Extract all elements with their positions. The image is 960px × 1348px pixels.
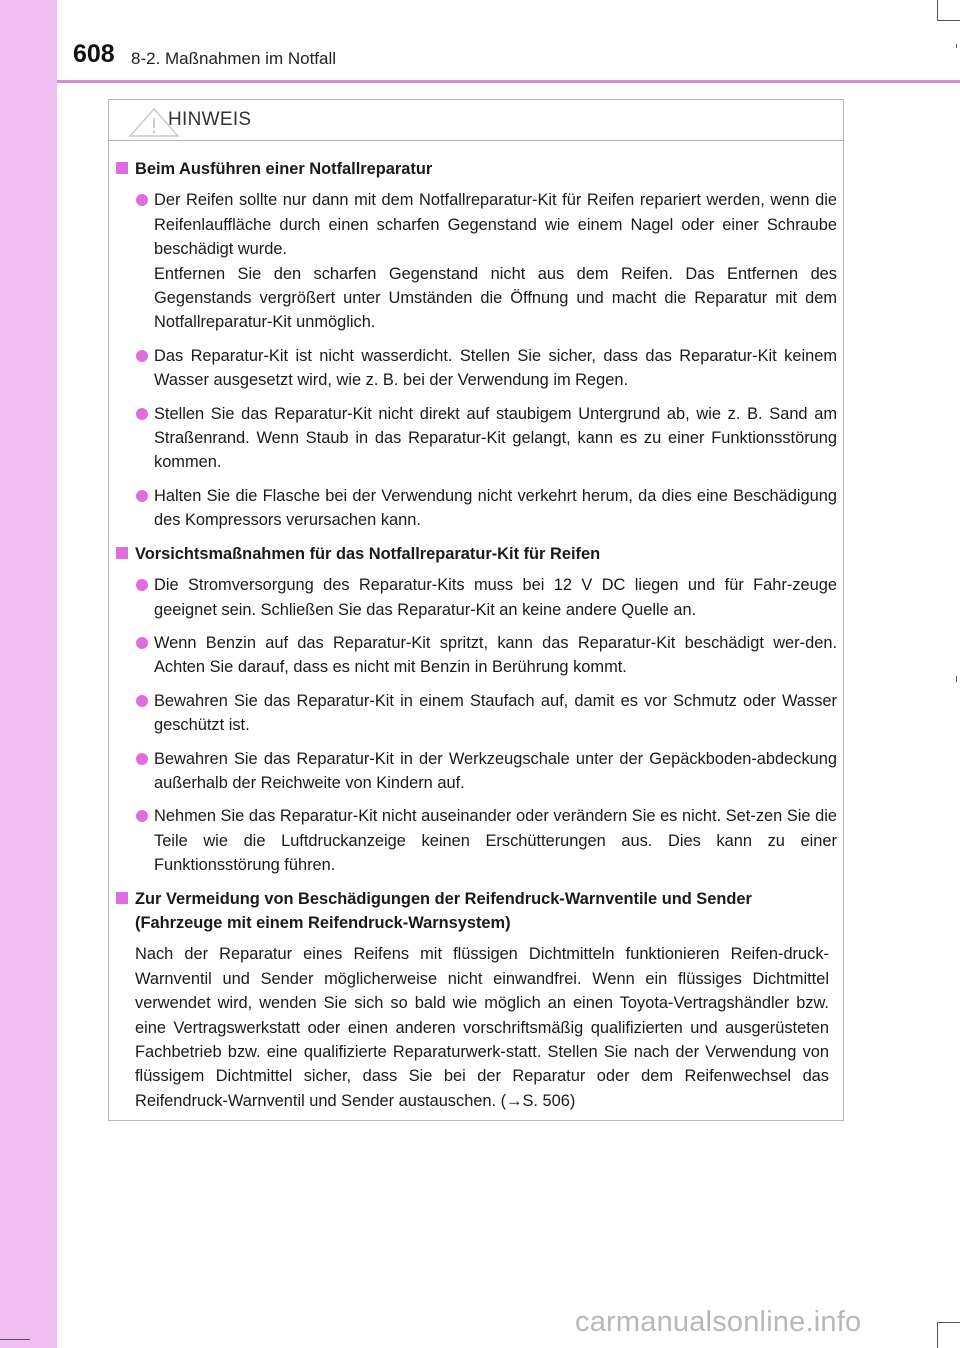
notice-label: HINWEIS <box>168 109 252 130</box>
crop-mark <box>956 676 957 682</box>
round-bullet-icon <box>136 579 148 591</box>
section-title: 8-2. Maßnahmen im Notfall <box>131 49 337 68</box>
watermark: carmanualsonline.info <box>575 1306 862 1338</box>
crop-mark <box>956 44 957 48</box>
section-paragraph: Nach der Reparatur eines Reifens mit flüssigen Dichtmitteln funktionieren Reifen-druck-Warnventil und Sender möglicherweise nicht einwandfrei. Wenn ein flüssiges Dichtmittel verwendet wird, wenden Sie sich so bald wie möglich an einen Toyota-Vertragshändler bzw. eine Vertragswerkstatt oder einen anderen vorschriftsmäßig qualifizierten und ausgerüsteten Fachbetrieb bzw. eine qualifizierte Reparaturwerk-statt. Stellen Sie nach der Verwendung von flüssigem Dichtmittel sicher, dass Sie bei der Reparatur oder dem Reifenwechsel das Reifendruck-Warnventil und Sender austauschen. (→S. 506) <box>135 945 829 1110</box>
round-bullet-icon <box>136 695 148 707</box>
crop-mark <box>937 0 938 20</box>
notice-header <box>109 100 843 141</box>
crop-mark <box>937 20 960 21</box>
crop-mark <box>937 1322 960 1323</box>
list-item <box>116 344 837 393</box>
list-item <box>116 484 837 533</box>
list-item <box>116 188 837 334</box>
item-text: Bewahren Sie das Reparatur-Kit in einem Staufach auf, damit es vor Schmutz oder Wasser geschützt ist. <box>154 691 837 735</box>
item-text: Das Reparatur-Kit ist nicht wasserdicht. Stellen Sie sicher, dass das Reparatur-Kit keinem Wasser ausgesetzt wird, wie z. B. bei der Verwendung im Regen. <box>154 346 837 390</box>
list-item <box>116 631 837 680</box>
square-bullet-icon <box>116 162 128 174</box>
round-bullet-icon <box>136 350 148 362</box>
round-bullet-icon <box>136 408 148 420</box>
round-bullet-icon <box>136 490 148 502</box>
list-item <box>116 573 837 622</box>
notice-content <box>116 157 837 1113</box>
crop-mark <box>937 1322 938 1348</box>
round-bullet-icon <box>136 194 148 206</box>
notice-box <box>108 99 844 1121</box>
round-bullet-icon <box>136 810 148 822</box>
item-text: Entfernen Sie den scharfen Gegenstand nicht aus dem Reifen. Das Entfernen des Gegenstands vergrößert unter Umständen die Öffnung und macht die Reparatur mit dem Notfallreparatur-Kit unmöglich. <box>154 264 837 332</box>
header-rule <box>57 80 960 83</box>
crop-mark <box>0 1339 30 1340</box>
item-text: Halten Sie die Flasche bei der Verwendung nicht verkehrt herum, da dies eine Beschädigung des Kompressors verursachen kann. <box>154 486 837 530</box>
list-item <box>116 402 837 475</box>
section-heading-text: Zur Vermeidung von Beschädigungen der Reifendruck-Warnventile und Sender (Fahrzeuge mit einem Reifendruck-Warnsystem) <box>135 889 752 932</box>
list-item <box>116 689 837 738</box>
item-text: Der Reifen sollte nur dann mit dem Notfallreparatur-Kit für Reifen repariert werden, wenn die Reifenlauffläche durch einen scharfen Gegenstand wie einem Nagel oder einer Schraube beschädigt wurde. <box>154 191 837 259</box>
item-text: Stellen Sie das Reparatur-Kit nicht direkt auf staubigem Untergrund ab, wie z. B. Sand am Straßenrand. Wenn Staub in das Reparatur-Kit gelangt, kann es zu einer Funktionsstörung kommen. <box>154 404 837 472</box>
page-number: 608 <box>73 40 115 68</box>
list-item <box>116 747 837 796</box>
section-heading-text: Vorsichtsmaßnahmen für das Notfallreparatur-Kit für Reifen <box>135 544 601 563</box>
square-bullet-icon <box>116 892 128 904</box>
item-text: Bewahren Sie das Reparatur-Kit in der Werkzeugschale unter der Gepäckboden-abdeckung außerhalb der Reichweite von Kindern auf. <box>154 749 837 792</box>
page-side-band <box>0 0 57 1348</box>
section-heading <box>116 887 837 936</box>
item-text: Wenn Benzin auf das Reparatur-Kit spritzt, kann das Reparatur-Kit beschädigt wer-den. Achten Sie darauf, dass es nicht mit Benzin in Berührung kommt. <box>154 633 837 677</box>
section-heading <box>116 542 837 566</box>
square-bullet-icon <box>116 547 128 559</box>
section-heading <box>116 157 837 181</box>
item-text: Nehmen Sie das Reparatur-Kit nicht auseinander oder verändern Sie es nicht. Set-zen Sie die Teile wie die Luftdruckanzeige keinen Erschütterungen aus. Dies kann zu einer Funktionsstörung führen. <box>154 807 837 875</box>
item-text: Die Stromversorgung des Reparatur-Kits muss bei 12 V DC liegen und für Fahr-zeuge geeignet sein. Schließen Sie das Reparatur-Kit an keine andere Quelle an. <box>154 576 837 619</box>
list-item <box>116 804 837 877</box>
round-bullet-icon <box>136 637 148 649</box>
section-heading-text: Beim Ausführen einer Notfallreparatur <box>135 160 433 178</box>
round-bullet-icon <box>136 753 148 765</box>
